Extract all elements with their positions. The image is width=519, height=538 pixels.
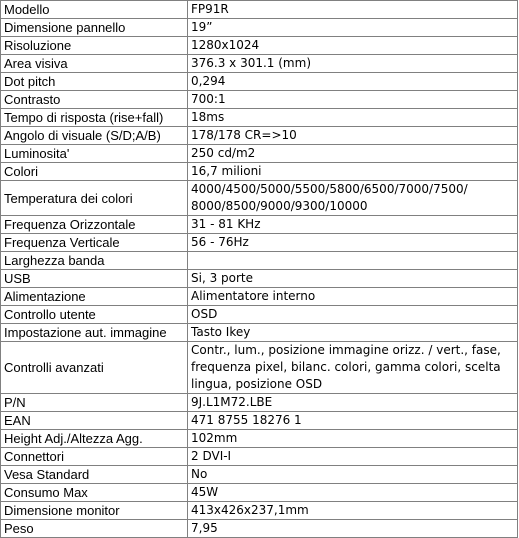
table-row <box>1 55 518 73</box>
row-value: Si, 3 porte <box>188 270 518 288</box>
row-value: 9J.L1M72.LBE <box>188 394 518 412</box>
table-row <box>1 466 518 484</box>
table-row <box>1 288 518 306</box>
row-label: Frequenza Orizzontale <box>1 216 188 234</box>
table-row <box>1 394 518 412</box>
row-label: Dot pitch <box>1 73 188 91</box>
row-value: 250 cd/m2 <box>188 145 518 163</box>
table-row <box>1 448 518 466</box>
row-value: 413x426x237,1mm <box>188 502 518 520</box>
row-label: Colori <box>1 163 188 181</box>
row-label: Luminosita' <box>1 145 188 163</box>
table-row <box>1 109 518 127</box>
table-row <box>1 270 518 288</box>
row-label: Dimensione monitor <box>1 502 188 520</box>
row-value: No <box>188 466 518 484</box>
table-row <box>1 163 518 181</box>
table-row <box>1 430 518 448</box>
table-row <box>1 19 518 37</box>
row-label: Larghezza banda <box>1 252 188 270</box>
table-row <box>1 37 518 55</box>
table-row <box>1 342 518 394</box>
row-value: Contr., lum., posizione immagine orizz. / vert., fase, frequenza pixel, bilanc. colori, gamma colori, scelta lingua, posizione OSD <box>188 342 518 394</box>
table-row <box>1 216 518 234</box>
row-label: P/N <box>1 394 188 412</box>
row-label: Impostazione aut. immagine <box>1 324 188 342</box>
row-value: 16,7 milioni <box>188 163 518 181</box>
table-row <box>1 306 518 324</box>
row-value: 102mm <box>188 430 518 448</box>
row-value: FP91R <box>188 1 518 19</box>
row-label: Modello <box>1 1 188 19</box>
row-label: Height Adj./Altezza Agg. <box>1 430 188 448</box>
table-row <box>1 502 518 520</box>
row-label: Connettori <box>1 448 188 466</box>
row-label: Consumo Max <box>1 484 188 502</box>
row-label: Frequenza Verticale <box>1 234 188 252</box>
row-value: 56 - 76Hz <box>188 234 518 252</box>
row-label: Risoluzione <box>1 37 188 55</box>
row-label: EAN <box>1 412 188 430</box>
table-row <box>1 145 518 163</box>
row-value: 45W <box>188 484 518 502</box>
row-label: Controlli avanzati <box>1 342 188 394</box>
row-value <box>188 252 518 270</box>
table-row <box>1 181 518 216</box>
row-value: 700:1 <box>188 91 518 109</box>
row-label: Area visiva <box>1 55 188 73</box>
row-value: Alimentatore interno <box>188 288 518 306</box>
table-row <box>1 234 518 252</box>
row-value: 4000/4500/5000/5500/5800/6500/7000/7500/ 8000/8500/9000/9300/10000 <box>188 181 518 216</box>
table-row <box>1 484 518 502</box>
table-row <box>1 412 518 430</box>
table-row <box>1 73 518 91</box>
row-label: Temperatura dei colori <box>1 181 188 216</box>
table-row <box>1 1 518 19</box>
row-value: 7,95 <box>188 520 518 538</box>
table-row <box>1 520 518 538</box>
table-row <box>1 324 518 342</box>
row-value: Tasto Ikey <box>188 324 518 342</box>
row-label: Tempo di risposta (rise+fall) <box>1 109 188 127</box>
row-label: Contrasto <box>1 91 188 109</box>
row-value: 471 8755 18276 1 <box>188 412 518 430</box>
row-value: 18ms <box>188 109 518 127</box>
row-label: Peso <box>1 520 188 538</box>
row-label: Controllo utente <box>1 306 188 324</box>
row-value: 376.3 x 301.1 (mm) <box>188 55 518 73</box>
row-label: Angolo di visuale (S/D;A/B) <box>1 127 188 145</box>
row-label: Dimensione pannello <box>1 19 188 37</box>
row-value: 19” <box>188 19 518 37</box>
row-label: Alimentazione <box>1 288 188 306</box>
row-value: 31 - 81 KHz <box>188 216 518 234</box>
table-row <box>1 91 518 109</box>
row-value: 178/178 CR=>10 <box>188 127 518 145</box>
table-row <box>1 252 518 270</box>
row-value: 2 DVI-I <box>188 448 518 466</box>
row-value: 1280x1024 <box>188 37 518 55</box>
row-label: Vesa Standard <box>1 466 188 484</box>
row-value: 0,294 <box>188 73 518 91</box>
row-value: OSD <box>188 306 518 324</box>
row-label: USB <box>1 270 188 288</box>
table-row <box>1 127 518 145</box>
